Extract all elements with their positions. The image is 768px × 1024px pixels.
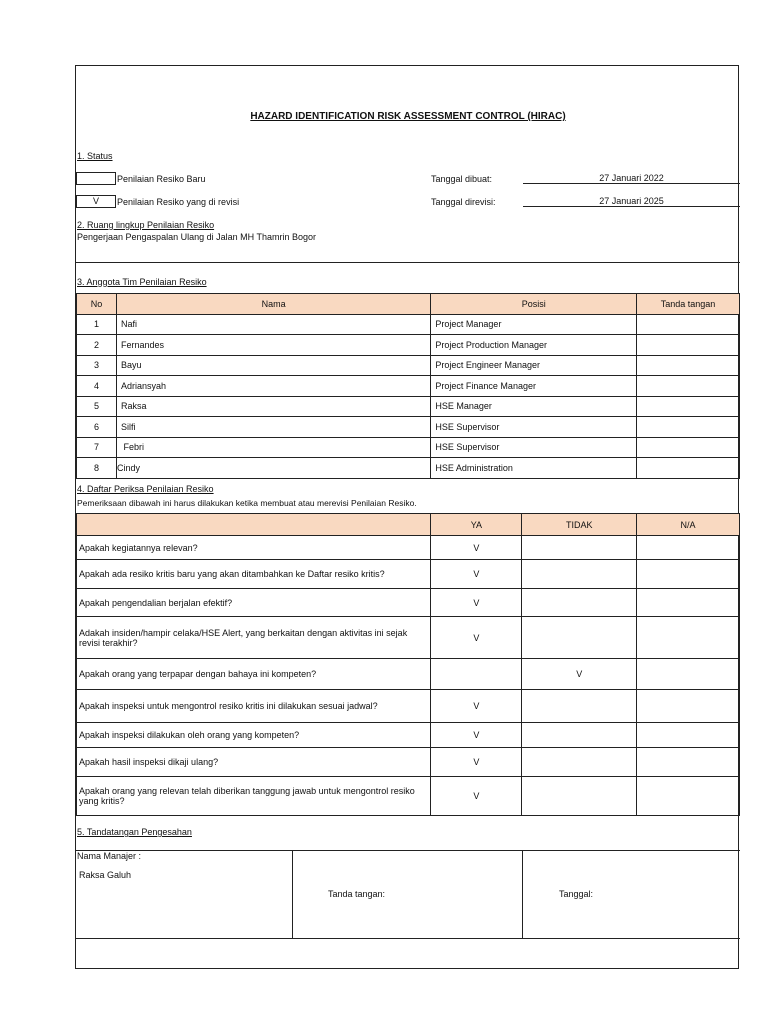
table-row bbox=[77, 659, 740, 690]
status-heading: 1. Status bbox=[77, 151, 113, 161]
revised-assessment-checkbox[interactable]: V bbox=[76, 195, 116, 208]
table-row bbox=[77, 376, 740, 397]
answer-na[interactable] bbox=[637, 589, 740, 617]
member-position: Project Finance Manager bbox=[431, 376, 637, 397]
table-row bbox=[77, 748, 740, 777]
member-name: Raksa bbox=[116, 396, 430, 417]
approval-bottom-border bbox=[76, 938, 740, 939]
answer-tidak[interactable]: V bbox=[522, 659, 637, 690]
answer-ya[interactable]: V bbox=[431, 748, 522, 777]
answer-tidak[interactable] bbox=[522, 777, 637, 816]
member-name: Nafi bbox=[116, 314, 430, 335]
member-position: Project Manager bbox=[431, 314, 637, 335]
answer-ya[interactable]: V bbox=[431, 690, 522, 723]
table-row bbox=[77, 437, 740, 458]
scope-text: Pengerjaan Pengaspalan Ulang di Jalan MH Thamrin Bogor bbox=[77, 232, 316, 242]
team-table bbox=[76, 293, 740, 479]
answer-ya[interactable]: V bbox=[431, 723, 522, 748]
checklist-table bbox=[76, 513, 740, 816]
manager-name: Raksa Galuh bbox=[79, 870, 132, 880]
member-position: Project Engineer Manager bbox=[431, 355, 637, 376]
checklist-question: Apakah orang yang terpapar dengan bahaya ini kompeten? bbox=[77, 659, 431, 690]
member-position: Project Production Manager bbox=[431, 335, 637, 356]
member-signature[interactable] bbox=[637, 335, 740, 356]
member-position: HSE Supervisor bbox=[431, 437, 637, 458]
scope-heading: 2. Ruang lingkup Penilaian Resiko bbox=[77, 220, 215, 230]
checklist-question: Apakah pengendalian berjalan efektif? bbox=[77, 589, 431, 617]
team-table-header bbox=[77, 294, 740, 315]
member-signature[interactable] bbox=[637, 314, 740, 335]
checklist-note: Pemeriksaan dibawah ini harus dilakukan ketika membuat atau merevisi Penilaian Resiko. bbox=[77, 498, 417, 508]
member-name: Bayu bbox=[116, 355, 430, 376]
team-heading: 3. Anggota Tim Penilaian Resiko bbox=[77, 277, 207, 287]
member-signature[interactable] bbox=[637, 437, 740, 458]
table-row bbox=[77, 417, 740, 438]
checklist-question: Apakah ada resiko kritis baru yang akan ditambahkan ke Daftar resiko kritis? bbox=[77, 560, 431, 589]
member-no: 6 bbox=[77, 417, 117, 438]
section-divider bbox=[76, 262, 740, 263]
table-row bbox=[77, 396, 740, 417]
answer-na[interactable] bbox=[637, 777, 740, 816]
answer-tidak[interactable] bbox=[522, 536, 637, 560]
approval-date-label: Tanggal: bbox=[559, 889, 594, 899]
member-no: 7 bbox=[77, 437, 117, 458]
member-position: HSE Manager bbox=[431, 396, 637, 417]
member-position: HSE Administration bbox=[431, 458, 637, 479]
approval-divider-2 bbox=[522, 850, 523, 938]
answer-ya[interactable]: V bbox=[431, 617, 522, 659]
answer-na[interactable] bbox=[637, 617, 740, 659]
table-row bbox=[77, 335, 740, 356]
answer-tidak[interactable] bbox=[522, 748, 637, 777]
checklist-table-header bbox=[77, 514, 740, 536]
column-header-na: N/A bbox=[637, 514, 740, 536]
member-signature[interactable] bbox=[637, 376, 740, 397]
member-name: Cindy bbox=[116, 458, 430, 479]
column-header-no: No bbox=[77, 294, 117, 315]
answer-na[interactable] bbox=[637, 748, 740, 777]
member-name: Silfi bbox=[116, 417, 430, 438]
answer-tidak[interactable] bbox=[522, 723, 637, 748]
member-no: 2 bbox=[77, 335, 117, 356]
column-header-tidak: TIDAK bbox=[522, 514, 637, 536]
new-assessment-checkbox[interactable] bbox=[76, 172, 116, 185]
answer-tidak[interactable] bbox=[522, 589, 637, 617]
member-signature[interactable] bbox=[637, 458, 740, 479]
answer-na[interactable] bbox=[637, 659, 740, 690]
created-date-value[interactable]: 27 Januari 2022 bbox=[523, 172, 740, 184]
table-row bbox=[77, 458, 740, 479]
checklist-question: Apakah inspeksi untuk mengontrol resiko kritis ini dilakukan sesuai jadwal? bbox=[77, 690, 431, 723]
table-row bbox=[77, 560, 740, 589]
member-no: 8 bbox=[77, 458, 117, 479]
member-no: 4 bbox=[77, 376, 117, 397]
member-signature[interactable] bbox=[637, 417, 740, 438]
member-position: HSE Supervisor bbox=[431, 417, 637, 438]
checklist-question: Apakah orang yang relevan telah diberikan tanggung jawab untuk mengontrol resiko yang kritis? bbox=[77, 777, 431, 816]
created-date-label: Tanggal dibuat: bbox=[431, 174, 493, 184]
answer-ya[interactable]: V bbox=[431, 536, 522, 560]
member-no: 5 bbox=[77, 396, 117, 417]
column-header-ya: YA bbox=[431, 514, 522, 536]
member-signature[interactable] bbox=[637, 355, 740, 376]
answer-na[interactable] bbox=[637, 560, 740, 589]
answer-tidak[interactable] bbox=[522, 560, 637, 589]
answer-na[interactable] bbox=[637, 690, 740, 723]
hirac-form bbox=[75, 65, 739, 969]
approval-top-border bbox=[76, 850, 740, 851]
column-header-posisi: Posisi bbox=[431, 294, 637, 315]
member-name: Fernandes bbox=[116, 335, 430, 356]
checklist-question: Apakah hasil inspeksi dikaji ulang? bbox=[77, 748, 431, 777]
member-no: 1 bbox=[77, 314, 117, 335]
revised-date-label: Tanggal direvisi: bbox=[431, 197, 496, 207]
table-row bbox=[77, 723, 740, 748]
table-row bbox=[77, 690, 740, 723]
table-row bbox=[77, 355, 740, 376]
column-header-tanda-tangan: Tanda tangan bbox=[637, 294, 740, 315]
signature-label: Tanda tangan: bbox=[328, 889, 386, 899]
member-no: 3 bbox=[77, 355, 117, 376]
answer-ya[interactable]: V bbox=[431, 777, 522, 816]
approval-divider-1 bbox=[292, 850, 293, 938]
checklist-question: Apakah inspeksi dilakukan oleh orang yang kompeten? bbox=[77, 723, 431, 748]
table-row bbox=[77, 617, 740, 659]
revised-date-value[interactable]: 27 Januari 2025 bbox=[523, 195, 740, 207]
answer-na[interactable] bbox=[637, 536, 740, 560]
answer-tidak[interactable] bbox=[522, 690, 637, 723]
approval-heading: 5. Tandatangan Pengesahan bbox=[77, 827, 192, 837]
table-row bbox=[77, 589, 740, 617]
form-title: HAZARD IDENTIFICATION RISK ASSESSMENT CONTROL (HIRAC) bbox=[250, 111, 566, 122]
answer-ya[interactable]: V bbox=[431, 560, 522, 589]
column-header-question bbox=[77, 514, 431, 536]
answer-ya[interactable] bbox=[431, 659, 522, 690]
table-row bbox=[77, 777, 740, 816]
answer-na[interactable] bbox=[637, 723, 740, 748]
checklist-question: Apakah kegiatannya relevan? bbox=[77, 536, 431, 560]
answer-tidak[interactable] bbox=[522, 617, 637, 659]
member-name: Febri bbox=[116, 437, 430, 458]
answer-ya[interactable]: V bbox=[431, 589, 522, 617]
manager-label: Nama Manajer : bbox=[77, 851, 142, 861]
new-assessment-label: Penilaian Resiko Baru bbox=[117, 174, 206, 184]
table-row bbox=[77, 536, 740, 560]
member-signature[interactable] bbox=[637, 396, 740, 417]
checklist-heading: 4. Daftar Periksa Penilaian Resiko bbox=[77, 484, 214, 494]
checklist-question: Adakah insiden/hampir celaka/HSE Alert, yang berkaitan dengan aktivitas ini sejak revisi terakhir? bbox=[77, 617, 431, 659]
member-name: Adriansyah bbox=[116, 376, 430, 397]
revised-assessment-label: Penilaian Resiko yang di revisi bbox=[117, 197, 240, 207]
table-row bbox=[77, 314, 740, 335]
column-header-nama: Nama bbox=[116, 294, 430, 315]
